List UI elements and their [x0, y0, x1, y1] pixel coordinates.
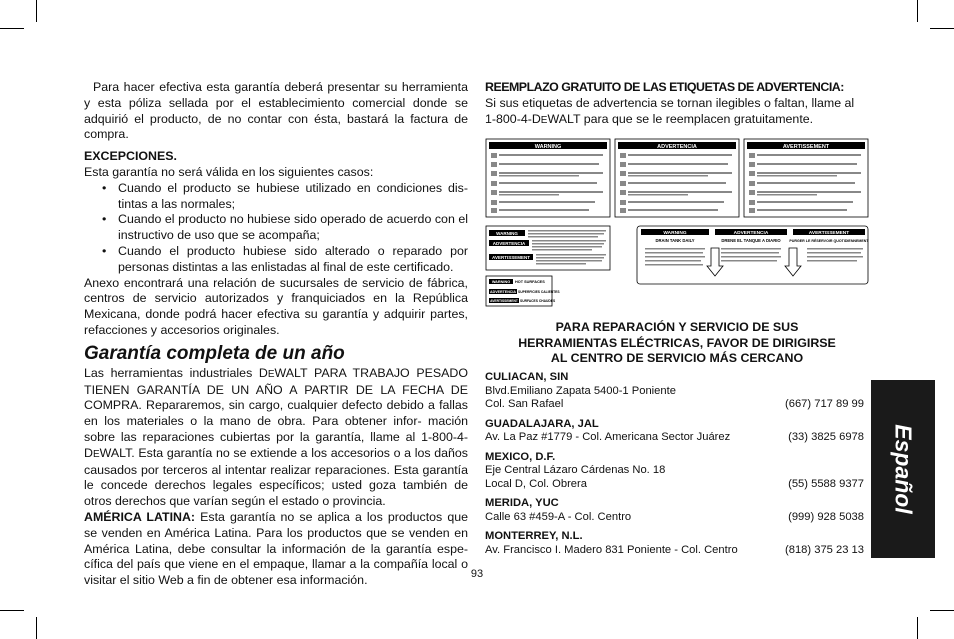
intro-paragraph: Para hacer efectiva esta garantía deberá presentar su herramienta y esta póliza sellada por el establecimiento comercial donde se adquirió el producto, de no contar con ésta, bastará la factura de compra. [84, 80, 468, 142]
list-item: • Cuando el producto no hubiese sido operado de acuerdo con el instructivo de uso que se acompaña; [102, 212, 468, 244]
label-title: ADVERTENCIA [657, 144, 697, 150]
service-center [485, 371, 864, 412]
center-address: Blvd.Emiliano Zapata 5400-1 Poniente [485, 384, 676, 397]
annex-paragraph: Anexo encontrará una relación de sucursales de servicio de fábrica, centros de servicio autorizados y franquiciados en la República Mexicana, donde podrá hacer efectiva su garantía y adquirir partes, refacciones y accesorios originales. [84, 275, 468, 337]
label-title: WARNING [496, 231, 518, 236]
trilingual-warning-label [486, 226, 610, 270]
warning-label-fr [744, 139, 868, 217]
crop-mark [36, 617, 37, 639]
hot-surfaces-label [486, 276, 560, 306]
center-address: Local D, Col. Obrera [485, 477, 587, 490]
brand-smallcap: E [540, 114, 548, 126]
center-address: Calle 63 #459-A - Col. Centro [485, 510, 632, 523]
replacement-heading: REEMPLAZO GRATUITO DE LAS ETIQUETAS DE ADVERTENCIA: [485, 80, 844, 94]
warranty-text-a: Las herramientas industriales D [84, 365, 268, 380]
center-address: Av. Francisco I. Madero 831 Poniente - Col. Centro [485, 543, 738, 556]
label-title: AVERTISSEMENT [808, 231, 850, 236]
label-text: DRENE EL TANQUE A DIARIO [721, 238, 781, 243]
list-item: • Cuando el producto se hubiese utilizado en condiciones dis- tintas a las normales; [102, 181, 468, 213]
warranty-heading: Garantía completa de un año [84, 342, 345, 364]
drain-tank-label [637, 226, 869, 284]
replacement-text-a: Si sus etiquetas de advertencia se tornan ilegibles o faltan, llame al 1-800-4-D [485, 95, 855, 126]
center-city: GUADALAJARA, JAL [485, 417, 599, 430]
label-title: WARNING [663, 231, 687, 236]
label-title: ADVERTENCIA [733, 231, 769, 236]
center-row [485, 431, 864, 445]
brand-smallcap: E [92, 448, 100, 460]
latam-label: AMÉRICA LATINA: [84, 509, 196, 524]
list-item: • Cuando el producto hubiese sido alterado o reparado por personas distintas a las enlistadas al final de este certificado. [102, 244, 468, 276]
crop-mark [0, 28, 24, 29]
exceptions-list [84, 181, 468, 276]
center-address: Eje Central Lázaro Cárdenas No. 18 [485, 464, 666, 476]
right-column [485, 80, 867, 128]
latam-text: Esta garantía no se aplica a los productos que se venden en América Latina. Para los productos que se venden en América Latina, debe consultar la información de la garantía espe- cífica del país que viene en el empaque, llamar a la compañía local o visitar el sitio Web a fin de obtener esa información. [84, 509, 468, 588]
label-text: PURGER LE RÉSERVOIR QUOTIDIENNEMENT [789, 239, 869, 243]
center-city: MEXICO, D.F. [485, 450, 556, 463]
center-city: MERIDA, YUC [485, 497, 559, 509]
crop-mark [0, 610, 24, 611]
center-row [485, 544, 864, 558]
center-city: MONTERREY, N.L. [485, 530, 583, 542]
center-address: Av. La Paz #1779 - Col. Americana Sector Juárez [485, 431, 731, 443]
repair-heading-line: AL CENTRO DE SERVICIO MÁS CERCANO [550, 351, 804, 365]
label-text: DRAIN TANK DAILY [655, 238, 695, 243]
center-phone: (55) 5588 9377 [788, 477, 864, 490]
service-centers-list [485, 371, 864, 563]
repair-heading-line: PARA REPARACIÓN Y SERVICIO DE SUS [555, 320, 799, 334]
crop-mark [917, 617, 918, 639]
center-phone: (667) 717 89 99 [785, 398, 864, 410]
center-row [485, 478, 864, 492]
label-title: ADVERTENCIA [490, 290, 516, 294]
crop-mark [930, 610, 954, 611]
crop-mark [36, 0, 37, 22]
crop-mark [917, 0, 918, 22]
center-row [485, 511, 864, 525]
exceptions-heading: EXCEPCIONES. [84, 149, 177, 164]
label-title: WARNING [491, 280, 511, 284]
label-title: ADVERTENCIA [492, 241, 526, 246]
replacement-text-b: WALT para que se le reemplacen gratuitamente. [547, 111, 814, 126]
repair-heading-line: HERRAMIENTAS ELÉCTRICAS, FAVOR DE DIRIGIRSE [518, 335, 836, 350]
center-address: Col. San Rafael [485, 398, 564, 410]
warranty-text-b: WALT PARA TRABAJO PESADO TIENEN GARANTÍA DE UN AÑO A PARTIR DE LA FECHA DE COMPRA. Repararemos, sin cargo, cualquier defecto debido a fallas en los materiales o la mano de obra. Para obtener infor- mación sobre las reparaciones cubiertas por la garantía, llame al 1-800-4-D [84, 365, 468, 460]
warning-label-en [486, 139, 610, 217]
label-text: SURFACES CHAUDES [520, 299, 556, 303]
center-phone: (999) 928 5038 [788, 510, 864, 523]
center-city: CULIACAN, SIN [485, 371, 569, 383]
label-text: SUPERFICIES CALIENTES [518, 290, 560, 294]
repair-heading [485, 320, 869, 367]
warning-label-es [615, 139, 739, 217]
label-title: AVERTISSEMENT [782, 144, 830, 150]
center-phone: (33) 3825 6978 [788, 431, 864, 443]
crop-mark [930, 28, 954, 29]
warranty-text-c: WALT. Esta garantía no se extiende a los accesorios o a los daños causados por terceros al intentar realizar reparaciones. Esta garantía le concede derechos legales específicos; usted goza también de otros derechos que varían según el estado o provincia. [84, 445, 468, 509]
center-row [485, 398, 864, 412]
brand-smallcap: E [267, 368, 275, 380]
replacement-text [485, 96, 867, 129]
left-column [84, 80, 468, 589]
service-center [485, 418, 864, 445]
service-center [485, 451, 864, 492]
center-phone: (818) 375 23 13 [785, 543, 864, 556]
warranty-paragraph [84, 366, 468, 510]
label-text: HOT SURFACES [515, 280, 545, 284]
service-center [485, 530, 864, 557]
service-center [485, 497, 864, 524]
language-side-tab [871, 380, 935, 558]
page-number: 93 [470, 568, 484, 580]
language-tab-label: Español [890, 424, 917, 514]
exceptions-intro: Esta garantía no será válida en los siguientes casos: [84, 164, 374, 179]
warning-labels-illustration [485, 138, 869, 313]
label-title: AVERTISSEMENT [490, 299, 518, 303]
label-title: AVERTISSEMENT [492, 255, 530, 260]
label-title: WARNING [534, 144, 562, 150]
